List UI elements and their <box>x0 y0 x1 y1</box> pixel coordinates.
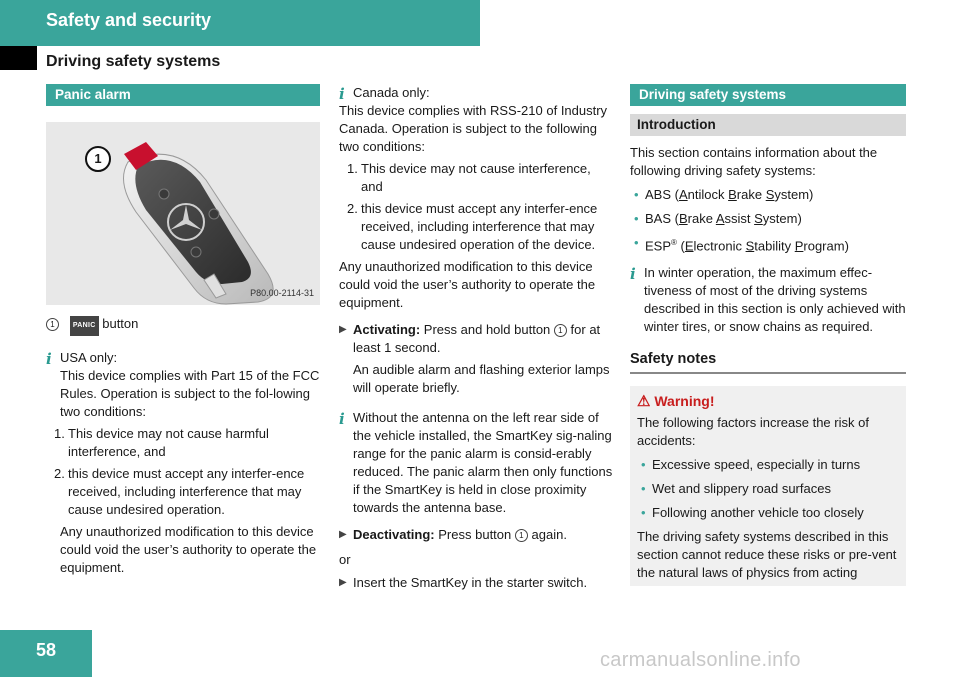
warning-triangle-icon: ⚠ <box>637 393 651 411</box>
canada-title: Canada only: <box>353 85 430 100</box>
info-icon: i <box>630 265 636 284</box>
insert-step: ▶ Insert the SmartKey in the starter switch. <box>339 575 588 590</box>
warning-intro: The following factors increase the risk of accidents: <box>637 415 869 449</box>
smartkey-figure <box>46 122 320 305</box>
info-icon: i <box>339 85 345 103</box>
figure-legend <box>46 315 320 336</box>
usa-info <box>46 349 320 421</box>
canada-text: This device complies with RSS-210 of Industry Canada. Operation is subject to the following two conditions: <box>339 103 608 154</box>
usa-condition-1: 1. This device may not cause harmful interference, and <box>54 426 269 459</box>
column-middle <box>339 84 615 592</box>
or-text: or <box>339 552 351 567</box>
panic-tag-icon: PANIC <box>70 316 99 336</box>
risk-item: • Following another vehicle too closely <box>641 505 864 521</box>
figure-code: P80.00-2114-31 <box>250 288 314 298</box>
risk-item: • Wet and slippery road surfaces <box>641 481 831 497</box>
section-title: Driving safety systems <box>46 53 221 70</box>
arrow-icon: ▶ <box>339 324 347 335</box>
arrow-icon: ▶ <box>339 529 347 540</box>
deactivating-step: ▶ Deactivating: Press button 1 again. <box>339 527 567 542</box>
header-tab-marker <box>0 46 37 70</box>
usa-condition-2: 2. this device must accept any interfer-ence received, including interference that may cause undesired operation. <box>54 466 305 517</box>
watermark: carmanualsonline.info <box>600 649 801 671</box>
canada-closing: Any unauthorized modification to this device could void the user’s authority to operate the equipment. <box>339 259 596 310</box>
page-number: 58 <box>35 640 57 660</box>
winter-info: i In winter operation, the maximum effec-tiveness of most of the driving systems described in this section is only achieved with winter tires, or snow chains as required. <box>630 265 906 335</box>
smartkey-illustration <box>46 122 320 305</box>
introduction-bar: Introduction <box>630 114 906 136</box>
safety-notes-heading: Safety notes <box>630 350 906 374</box>
chapter-title: Safety and security <box>46 10 212 30</box>
column-right <box>630 84 906 586</box>
legend-number: 1 <box>46 318 59 331</box>
driving-safety-bar: Driving safety systems <box>630 84 906 106</box>
bas-item: • BAS (Brake Assist System) <box>634 211 802 226</box>
esp-item: • ESP® (Electronic Stability Program) <box>634 235 849 254</box>
warning-tail: The driving safety systems described in this section cannot reduce these risks or pre-vent the natural laws of physics from acting <box>637 529 897 581</box>
canada-info <box>339 84 615 102</box>
intro-text: This section contains information about the following driving safety systems: <box>630 145 878 178</box>
legend-text: button <box>102 316 139 331</box>
column-left <box>46 84 320 577</box>
usa-title: USA only: <box>60 350 118 365</box>
usa-closing: Any unauthorized modification to this device could void the user’s authority to operate the equipment. <box>60 524 317 575</box>
risk-item: • Excessive speed, especially in turns <box>641 457 861 473</box>
arrow-icon: ▶ <box>339 577 347 588</box>
activating-note: An audible alarm and flashing exterior lamps will operate briefly. <box>353 362 610 395</box>
antenna-info: i Without the antenna on the left rear side of the vehicle installed, the SmartKey sig-naling range for the panic alarm is consid-erably reduced. The panic alarm then only functions if the SmartKey is held in close proximity towards the antenna base. <box>339 410 613 515</box>
warning-box <box>630 386 906 586</box>
activating-step: ▶ Activating: Press and hold button 1 for at least 1 second. <box>339 322 601 355</box>
usa-text: This device complies with Part 15 of the FCC Rules. Operation is subject to the fol-lowing two conditions: <box>60 368 320 419</box>
warning-title-row: ⚠ Warning! <box>637 393 715 411</box>
panic-alarm-bar: Panic alarm <box>46 84 320 106</box>
callout-1: 1 <box>85 146 111 172</box>
info-icon: i <box>46 350 52 368</box>
canada-condition-1: 1. This device may not cause interference, and <box>347 161 591 194</box>
info-icon: i <box>339 410 345 428</box>
abs-item: • ABS (Antilock Brake System) <box>634 187 814 202</box>
canada-condition-2: 2. this device must accept any interfer-ence received, including interference that may cause undesired operation of the device. <box>347 201 598 252</box>
